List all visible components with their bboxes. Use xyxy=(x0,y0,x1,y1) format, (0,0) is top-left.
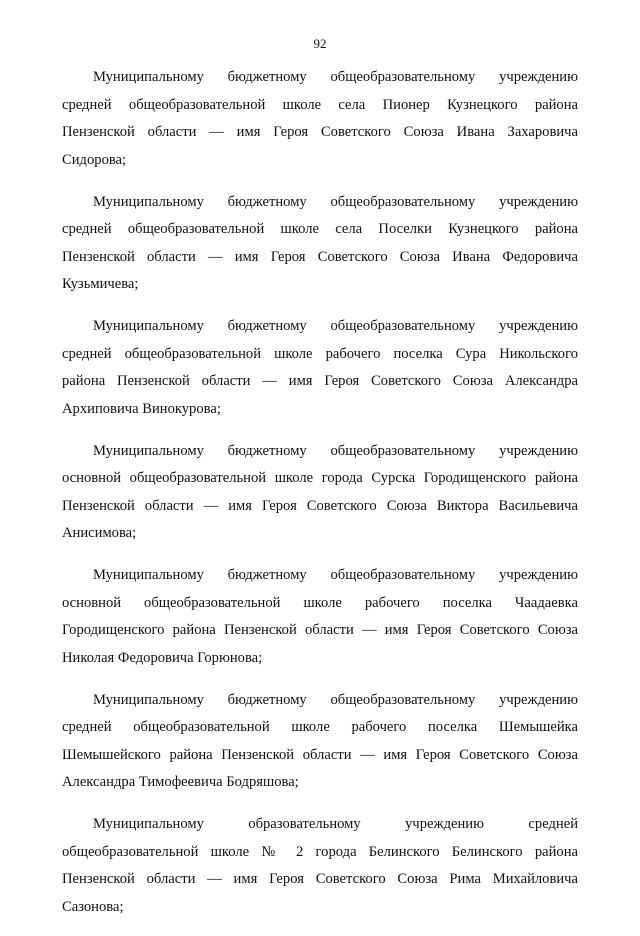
paragraph-line: средней общеобразовательной школе рабочего поселка Шемышейка xyxy=(62,719,578,735)
paragraph-line: Городищенского района Пензенской области — имя Героя Советского Союза xyxy=(62,622,578,638)
paragraph-line: Анисимова; xyxy=(62,525,137,541)
paragraph xyxy=(62,189,578,299)
paragraph-line: средней общеобразовательной школе рабочего поселка Сура Никольского xyxy=(62,345,578,362)
paragraph-line: Сидорова; xyxy=(62,151,127,168)
paragraph-line: Шемышейского района Пензенской области — имя Героя Советского Союза xyxy=(62,746,578,763)
paragraph-line: Пензенской области — имя Героя Советского Союза Виктора Васильевича xyxy=(62,497,578,514)
paragraph xyxy=(62,562,578,672)
paragraph-line: Кузьмичева; xyxy=(62,276,139,292)
paragraph-line: Сазонова; xyxy=(62,898,124,915)
paragraph-line: средней общеобразовательной школе села Пионер Кузнецкого района xyxy=(62,96,578,113)
paragraph xyxy=(62,313,578,423)
paragraph-line: Муниципальному бюджетному общеобразовательному учреждению xyxy=(93,442,578,459)
paragraph-line: основной общеобразовательной школе города Сурска Городищенского района xyxy=(62,470,578,486)
paragraph-line: Муниципальному бюджетному общеобразовательному учреждению xyxy=(93,69,578,85)
paragraph-line: Пензенской области — имя Героя Советского Союза Рима Михайловича xyxy=(62,871,578,887)
paragraph-line: Муниципальному бюджетному общеобразовательному учреждению xyxy=(93,567,578,583)
paragraph-line: Александра Тимофеевича Бодряшова; xyxy=(62,774,299,790)
paragraph-line: Пензенской области — имя Героя Советского Союза Ивана Федоровича xyxy=(62,248,578,265)
paragraph-line: Николая Федоровича Горюнова; xyxy=(62,649,263,666)
paragraph xyxy=(62,64,578,174)
document-body xyxy=(62,64,578,936)
paragraph-line: Архиповича Винокурова; xyxy=(62,400,221,417)
paragraph-line: Пензенской области — имя Героя Советского Союза Ивана Захаровича xyxy=(62,124,578,140)
paragraph-line: Муниципальному бюджетному общеобразовательному учреждению xyxy=(93,193,578,210)
paragraph-line: Муниципальному бюджетному общеобразовательному учреждению xyxy=(93,691,578,708)
page-number: 92 xyxy=(313,36,327,51)
paragraph-line: Муниципальному бюджетному общеобразовательному учреждению xyxy=(93,318,578,334)
paragraph-line: общеобразовательной школе № 2 города Белинского Белинского района xyxy=(62,843,578,860)
paragraph-line: Муниципальному образовательному учреждению средней xyxy=(93,816,578,832)
paragraph-line: основной общеобразовательной школе рабочего поселка Чаадаевка xyxy=(62,594,578,611)
paragraph-line: района Пензенской области — имя Героя Советского Союза Александра xyxy=(62,373,578,389)
paragraph xyxy=(62,438,578,548)
paragraph xyxy=(62,687,578,797)
paragraph-line: средней общеобразовательной школе села Поселки Кузнецкого района xyxy=(62,221,578,237)
